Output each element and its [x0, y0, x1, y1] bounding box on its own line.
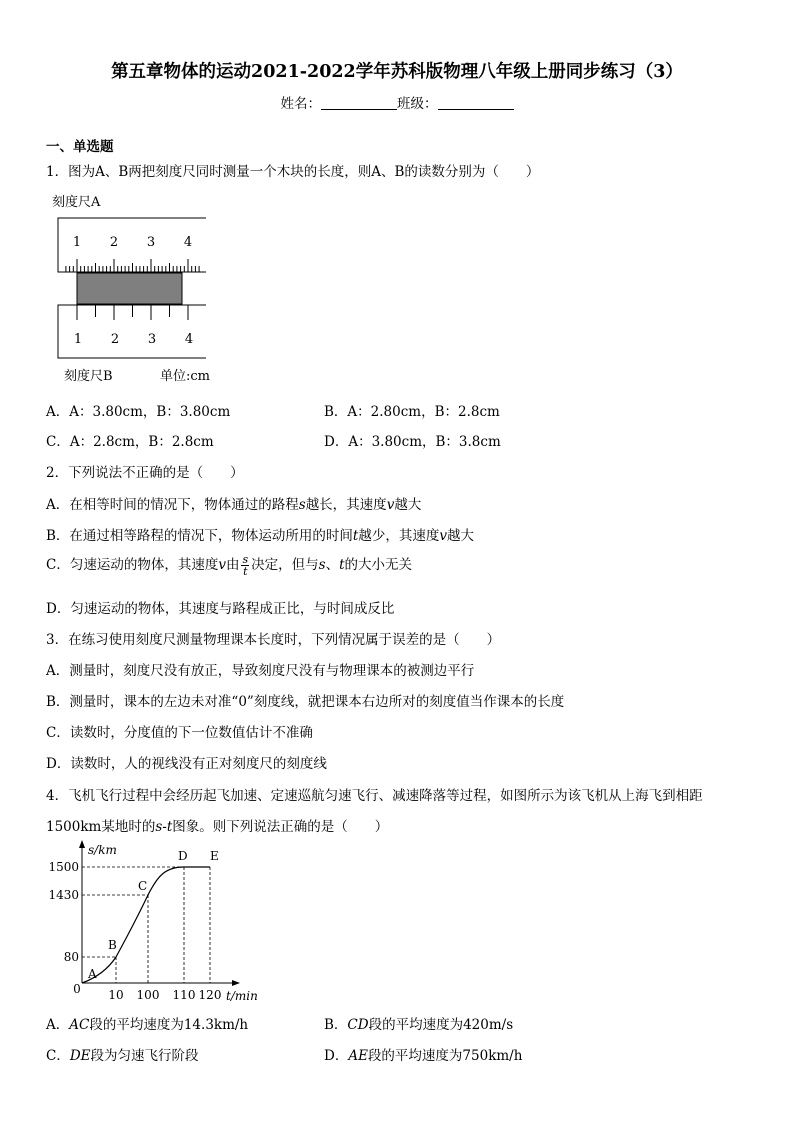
q4d-segment: AE — [348, 1048, 368, 1064]
q2c-text-4: 的大小无关 — [344, 557, 413, 573]
q3-option-b[interactable]: B．测量时，课本的左边未对准“0”刻度线，就把课本右边所对的刻度值当作课本的长度 — [46, 694, 565, 710]
q2a-var-s: s — [298, 497, 306, 513]
q4a-segment: AC — [69, 1017, 90, 1033]
origin-label: 0 — [73, 982, 81, 996]
ruler-b-label: 刻度尺B — [64, 369, 113, 384]
q3-option-a[interactable]: A．测量时，刻度尺没有放正，导致刻度尺没有与物理课本的被测边平行 — [46, 663, 475, 679]
q2-option-b[interactable] — [46, 524, 474, 544]
unit-label: 单位:cm — [160, 369, 210, 384]
ruler-a-tick-label: 2 — [109, 235, 119, 250]
q2-option-a[interactable] — [46, 493, 421, 513]
section-heading: 一、单选题 — [46, 139, 114, 155]
q2a-text-1: A．在相等时间的情况下，物体通过的路程 — [46, 497, 299, 513]
y-tick-label: 1430 — [50, 888, 79, 902]
q3-stem: 3．在练习使用刻度尺测量物理课本长度时，下列情况属于误差的是（ ） — [46, 632, 501, 648]
q1-stem: 1．图为A、B两把刻度尺同时测量一个木块的长度，则A、B的读数分别为（ ） — [46, 164, 540, 180]
q2b-text-1: B．在通过相等路程的情况下，物体运动所用的时间 — [46, 528, 353, 544]
x-tick-label: 110 — [172, 988, 196, 1002]
q4c-text: 段为匀速飞行阶段 — [90, 1048, 199, 1064]
y-tick-label: 1500 — [50, 860, 79, 874]
page-title: 第五章物体的运动2021-2022学年苏科版物理八年级上册同步练习（3） — [111, 62, 683, 82]
q2-option-d[interactable]: D．匀速运动的物体，其速度与路程成正比，与时间成反比 — [46, 601, 395, 617]
y-tick-label: 80 — [63, 950, 79, 964]
ruler-b-tick-label: 3 — [147, 332, 157, 347]
point-label-d: D — [178, 849, 188, 863]
ruler-a-ticks — [66, 235, 199, 272]
ruler-a-label: 刻度尺A — [52, 195, 101, 210]
wood-block — [77, 273, 182, 304]
q2a-text-3: 越大 — [394, 497, 422, 513]
ruler-b-tick-label: 4 — [184, 332, 194, 347]
q4b-text: 段的平均速度为420m/s — [368, 1017, 514, 1033]
q4b-segment: CD — [347, 1017, 369, 1033]
q4d-prefix: D． — [324, 1048, 349, 1064]
q4d-text: 段的平均速度为750km/h — [367, 1048, 523, 1064]
name-label: 姓名： — [280, 96, 321, 112]
st-graph-svg — [50, 838, 270, 1006]
point-label-e: E — [210, 849, 219, 863]
q4-option-b[interactable] — [324, 1013, 513, 1033]
point-label-a: A — [88, 967, 97, 981]
q2a-var-v: v — [386, 497, 395, 513]
ruler-a-tick-label: 1 — [72, 235, 82, 250]
q1-option-b[interactable]: B．A：2.80cm，B：2.8cm — [324, 404, 500, 420]
q2b-var-t: t — [352, 528, 359, 544]
q2c-var-t: t — [339, 557, 345, 573]
y-axis-arrow — [79, 840, 85, 848]
q4-st-graph — [50, 838, 270, 1006]
frac-denominator: t — [243, 565, 248, 578]
y-axis-label: s/km — [88, 843, 117, 857]
ruler-b-tick-label: 1 — [73, 332, 83, 347]
q1-ruler-figure — [46, 190, 236, 390]
q2b-text-3: 越大 — [447, 528, 474, 544]
x-tick-label: 100 — [136, 988, 160, 1002]
q2a-text-2: 越长，其速度 — [305, 497, 387, 513]
q4-stem-line2 — [46, 815, 388, 835]
q2c-sep: 、 — [325, 557, 340, 573]
x-tick-label: 10 — [108, 988, 124, 1002]
class-label: 班级： — [397, 96, 438, 112]
x-tick-label: 120 — [198, 988, 222, 1002]
x-axis-arrow — [232, 980, 240, 986]
q2c-fraction — [241, 554, 249, 577]
q2c-var-v: v — [218, 557, 226, 573]
x-axis-label: t/min — [226, 989, 258, 1003]
q4-option-c[interactable] — [46, 1044, 199, 1064]
q2b-text-2: 越少，其速度 — [358, 528, 440, 544]
q4-option-d[interactable] — [324, 1044, 522, 1064]
ruler-svg — [46, 190, 236, 390]
ruler-a-tick-label: 4 — [183, 235, 193, 250]
q2-stem: 2．下列说法不正确的是（ ） — [46, 465, 244, 481]
point-label-c: C — [138, 879, 148, 893]
q4c-prefix: C． — [46, 1048, 70, 1064]
name-blank[interactable] — [321, 97, 397, 110]
q3-option-d[interactable]: D．读数时，人的视线没有正对刻度尺的刻度线 — [46, 756, 327, 772]
q1-option-c[interactable]: C．A：2.8cm，B：2.8cm — [46, 434, 214, 450]
q4-stem-var: s-t — [155, 819, 173, 835]
q4a-text: 段的平均速度为14.3km/h — [89, 1017, 249, 1033]
q4-stem-post: 图象。则下列说法正确的是（ ） — [172, 819, 389, 835]
ruler-b-ticks — [74, 305, 193, 347]
q2c-text-2: 由 — [225, 557, 240, 573]
q2b-var-v: v — [439, 528, 447, 544]
q4a-prefix: A． — [46, 1017, 70, 1033]
q4-stem-line1: 4．飞机飞行过程中会经历起飞加速、定速巡航匀速飞行、减速降落等过程，如图所示为该飞机从上海飞到相距 — [46, 788, 703, 804]
q2c-text-3: 决定，但与 — [251, 557, 319, 573]
class-blank[interactable] — [438, 97, 514, 110]
q2c-text-1: C．匀速运动的物体，其速度 — [46, 557, 219, 573]
student-info — [0, 92, 794, 112]
q4b-prefix: B． — [324, 1017, 348, 1033]
point-label-b: B — [108, 938, 117, 952]
q4-option-a[interactable] — [46, 1013, 248, 1033]
q3-option-c[interactable]: C．读数时，分度值的下一位数值估计不准确 — [46, 725, 313, 741]
q1-option-d[interactable]: D．A：3.80cm，B：3.8cm — [324, 434, 501, 450]
q4-stem-pre: 1500km某地时的 — [46, 819, 156, 835]
q2-option-c[interactable] — [46, 553, 412, 577]
ruler-a-tick-label: 3 — [146, 235, 156, 250]
q2c-var-s: s — [318, 557, 326, 573]
q1-option-a[interactable]: A．A：3.80cm，B：3.80cm — [46, 404, 231, 420]
q4c-segment: DE — [69, 1048, 91, 1064]
frac-numerator: s — [242, 553, 249, 566]
ruler-b-tick-label: 2 — [110, 332, 120, 347]
